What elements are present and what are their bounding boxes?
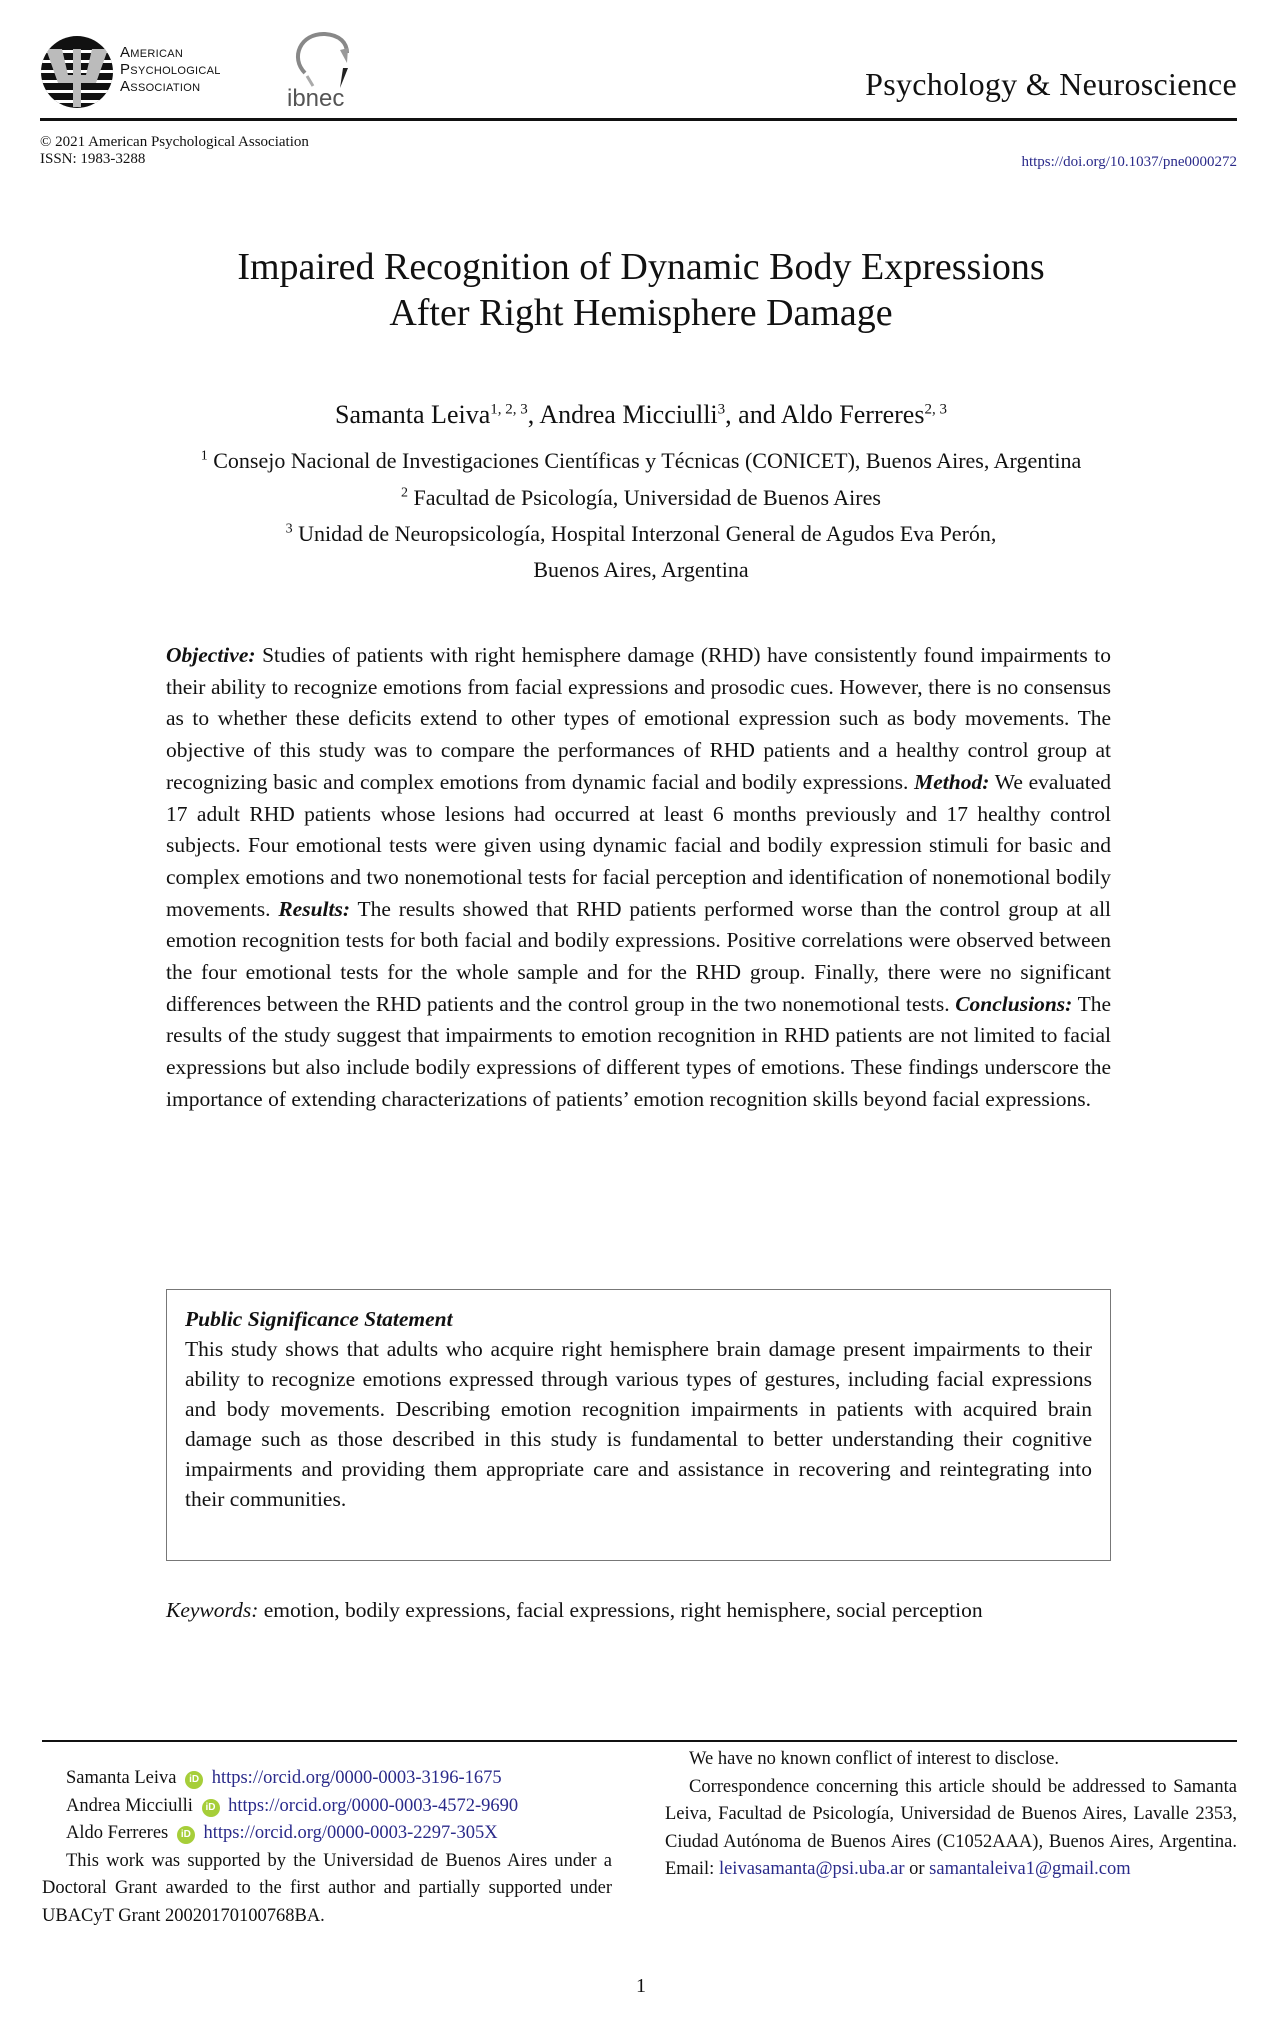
email-label: Email: [665, 1859, 715, 1879]
conflict-note: We have no known conflict of interest to disclose. [689, 1749, 1059, 1769]
header-rule [40, 118, 1237, 121]
author-name: Samanta Leiva [335, 400, 491, 429]
method-label: Method: [914, 769, 990, 794]
author-separator: , [527, 400, 540, 429]
email-or: or [909, 1859, 925, 1879]
results-label: Results: [278, 896, 351, 921]
svg-text:ibnec: ibnec [287, 85, 345, 108]
orcid-author: Samanta Leiva [66, 1768, 177, 1788]
email-link-2[interactable]: samantaleiva1@gmail.com [929, 1859, 1131, 1879]
keywords-label: Keywords: [166, 1598, 259, 1622]
page-number: 1 [636, 1975, 646, 1997]
author-list [0, 400, 1282, 430]
orcid-row [42, 1820, 612, 1848]
significance-text: This study shows that adults who acquire right hemisphere brain damage present impairments to their ability to recognize emotions expressed through various types of gestures, including facial expressions and body movements. Describing emotion recognition impairments in patients with acquired brain damage such as those described in this study is fundamental to better understanding their cognitive impairments and providing them appropriate care and assistance in recovering and reintegrating into their communities. [185, 1337, 1092, 1511]
author-name: Aldo Ferreres [780, 400, 925, 429]
author-affil-marker: 1, 2, 3 [490, 401, 528, 418]
affil-number: 3 [285, 521, 293, 537]
funding-note: This work was supported by the Universidad de Buenos Aires under a Doctoral Grant awarded to the first author and partially supported under UBACyT Grant 20020170100768BA. [42, 1850, 612, 1926]
orcid-link[interactable]: https://orcid.org/0000-0003-4572-9690 [228, 1795, 519, 1816]
article-title [0, 244, 1282, 336]
correspondence-note [665, 1774, 1237, 1884]
affiliation-3-continued: Buenos Aires, Argentina [533, 557, 749, 582]
correspondence-text: Correspondence concerning this article should be addressed to Samanta Leiva, Facultad de Psicología, Universidad de Buenos Aires, Lavalle 2353, Ciudad Autónoma de Buenos Aires (C1052AAA), Buenos Aires, Argentina. [665, 1776, 1237, 1852]
affil-text: Unidad de Neuropsicología, Hospital Interzonal General de Agudos Eva Perón, [298, 521, 997, 546]
footer-rule [42, 1740, 1237, 1742]
keywords-text: emotion, bodily expressions, facial expressions, right hemisphere, social perception [263, 1598, 983, 1622]
orcid-row [42, 1765, 612, 1793]
apa-logo-icon [40, 35, 114, 109]
orcid-author: Andrea Micciulli [66, 1795, 193, 1816]
author-notes [42, 1765, 612, 1930]
copyright-block [40, 134, 309, 168]
correspondence-notes [665, 1746, 1237, 1884]
orcid-link[interactable]: https://orcid.org/0000-0003-2297-305X [203, 1823, 498, 1843]
logo-line: Association [120, 78, 201, 95]
public-significance-box [166, 1289, 1111, 1561]
orcid-author: Aldo Ferreres [66, 1823, 169, 1843]
conclusions-label: Conclusions: [955, 991, 1073, 1016]
ibnec-logo-icon [285, 28, 365, 108]
issn-text: ISSN: 1983-3288 [40, 151, 146, 167]
journal-title: Psychology & Neuroscience [865, 66, 1237, 102]
conclusions-text: The results of the study suggest that impairments to emotion recognition in RHD patients are not limited to facial expressions but also include bodily expressions of different types of emotions. These findings underscore the importance of extending characterizations of patients’ emotion recognition skills beyond facial expressions. [166, 991, 1111, 1111]
doi-link[interactable]: https://doi.org/10.1037/pne0000272 [1021, 154, 1237, 170]
method-text: We evaluated 17 adult RHD patients whose lesions had occurred at least 6 months previously and 17 healthy control subjects. Four emotional tests were given using dynamic facial and bodily expression stimuli for basic and complex emotions and two nonemotional tests for facial perception and identification of nonemotional bodily movements. [166, 769, 1112, 921]
apa-logo-text [120, 44, 221, 95]
affil-text: Consejo Nacional de Investigaciones Científicas y Técnicas (CONICET), Buenos Aires, Argentina [213, 448, 1082, 473]
affil-number: 2 [401, 485, 409, 501]
author-affil-marker: 2, 3 [924, 401, 947, 418]
author-name: Andrea Micciulli [539, 400, 718, 429]
affil-number: 1 [200, 448, 208, 464]
significance-heading: Public Significance Statement [185, 1307, 453, 1331]
orcid-row [42, 1793, 612, 1821]
title-line: Impaired Recognition of Dynamic Body Expressions [237, 246, 1045, 288]
objective-text: Studies of patients with right hemisphere damage (RHD) have consistently found impairments to their ability to recognize emotions from facial expressions and prosodic cues. However, there is no consensus as to whether these deficits extend to other types of emotional expression such as body movements. The objective of this study was to compare the performances of RHD patients and a healthy control group at recognizing basic and complex emotions from dynamic facial and bodily expressions. [166, 643, 1111, 794]
author-affil-marker: 3 [717, 401, 726, 418]
logo-line: American [120, 44, 184, 61]
author-separator: , and [725, 400, 781, 429]
results-text: The results showed that RHD patients performed worse than the control group at all emotion recognition tests for both facial and bodily expressions. Positive correlations were observed between the four emotional tests for the whole sample and for the RHD group. Finally, there were no significant differences between the RHD patients and the control group in the two nonemotional tests. [166, 896, 1112, 1016]
orcid-icon: iD [177, 1826, 195, 1844]
copyright-text: © 2021 American Psychological Association [40, 134, 309, 150]
keywords [166, 1594, 1111, 1626]
orcid-link[interactable]: https://orcid.org/0000-0003-3196-1675 [211, 1768, 502, 1788]
affil-text: Facultad de Psicología, Universidad de Buenos Aires [413, 485, 881, 510]
affiliation-2 [0, 485, 1282, 511]
objective-label: Objective: [166, 643, 256, 667]
orcid-icon: iD [185, 1771, 203, 1789]
abstract [166, 640, 1111, 1116]
orcid-icon: iD [202, 1799, 220, 1817]
affiliation-3 [0, 521, 1282, 547]
title-line: After Right Hemisphere Damage [389, 292, 893, 334]
logo-line: Psychological [120, 61, 221, 78]
email-link-1[interactable]: leivasamanta@psi.uba.ar [718, 1859, 905, 1879]
affiliation-1 [0, 448, 1282, 474]
